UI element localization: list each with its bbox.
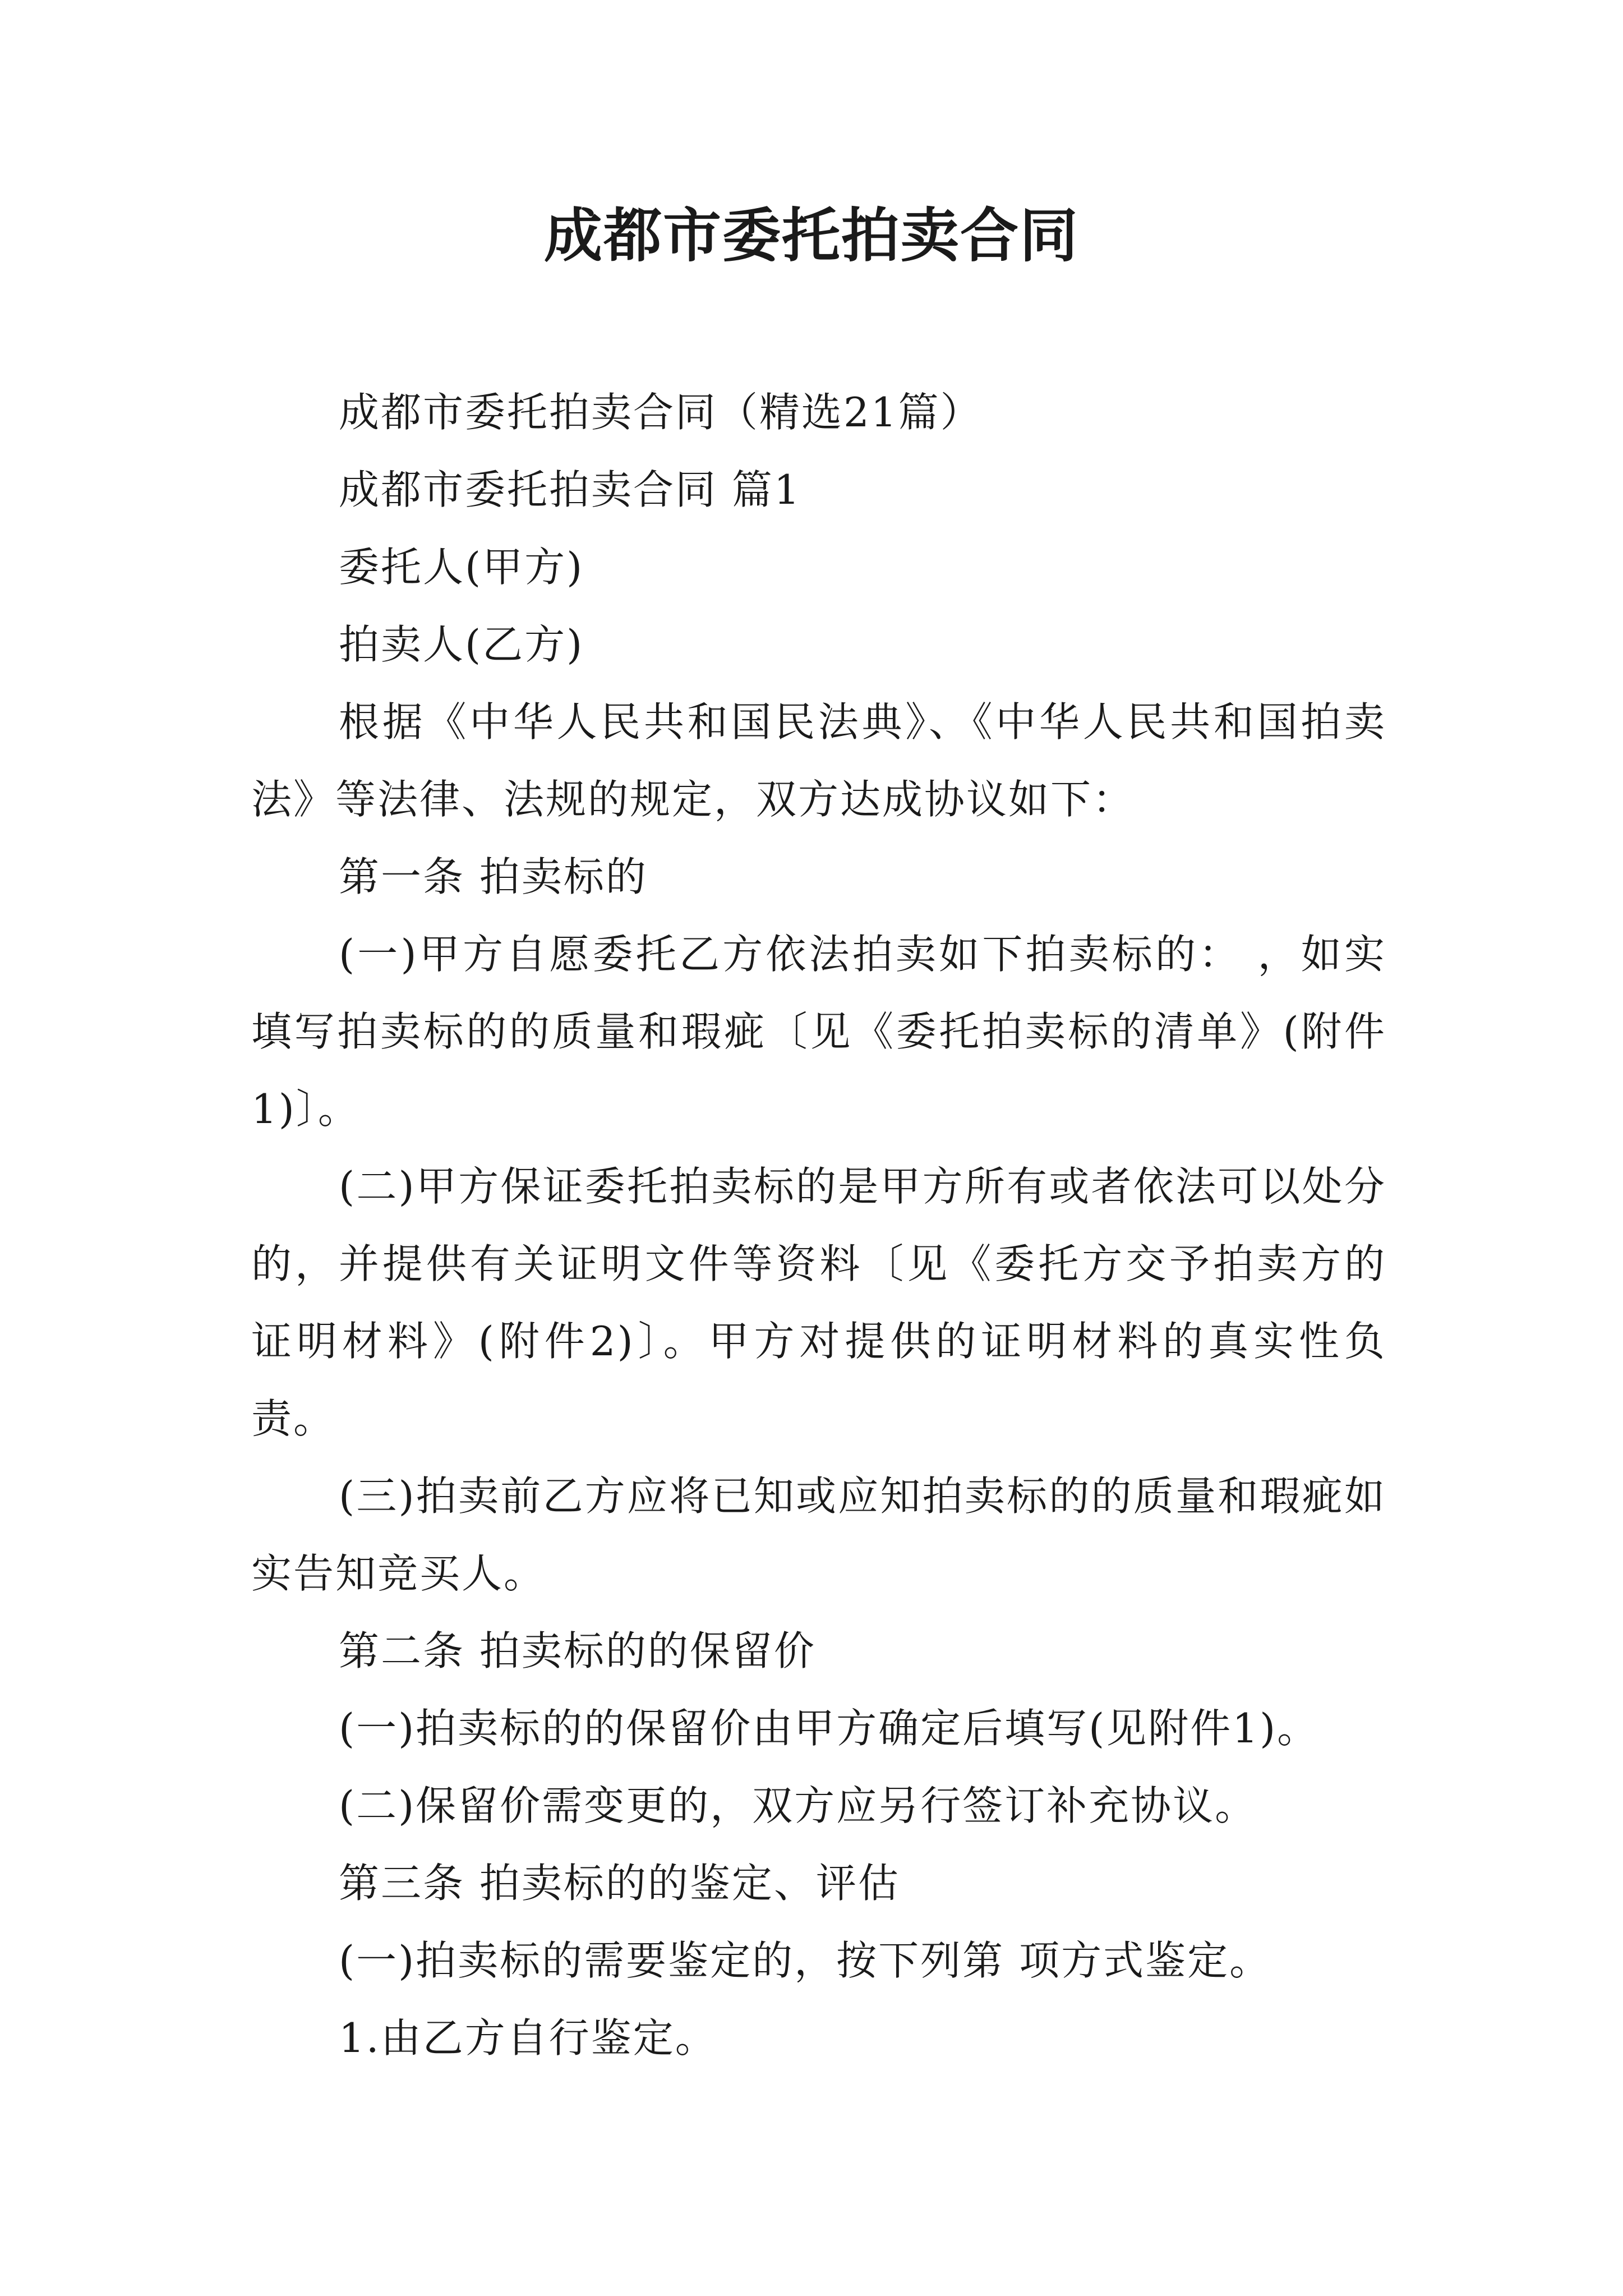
paragraph-party-a: 委托人(甲方)	[339, 544, 584, 591]
paragraph-clause-1-item-3: (三)拍卖前乙方应将已知或应知拍卖标的的质量和瑕疵如实告知竞买人。	[251, 1473, 1386, 1597]
paragraph-clause-2-item-2: (二)保留价需变更的，双方应另行签订补充协议。	[339, 1782, 1257, 1829]
paragraph-clause-3-item-1: (一)拍卖标的需要鉴定的，按下列第 项方式鉴定。	[339, 1937, 1272, 1984]
paragraph-clause-1-item-2: (二)甲方保证委托拍卖标的是甲方所有或者依法可以处分的，并提供有关证明文件等资料〔见《委托方交予拍卖方的证明材料》(附件2)〕。甲方对提供的证明材料的真实性负责。	[251, 1163, 1386, 1442]
paragraph-clause-3-method-1: 1.由乙方自行鉴定。	[339, 2014, 717, 2062]
paragraph-party-b: 拍卖人(乙方)	[339, 621, 584, 668]
document-body	[251, 374, 1386, 2077]
paragraph-article-heading: 成都市委托拍卖合同 篇1	[339, 466, 801, 513]
paragraph-legal-basis: 根据《中华人民共和国民法典》、《中华人民共和国拍卖法》等法律、法规的规定，双方达成协议如下：	[251, 698, 1386, 823]
paragraph-clause-3-heading: 第三条 拍卖标的的鉴定、评估	[339, 1860, 900, 1907]
paragraph-clause-2-heading: 第二条 拍卖标的的保留价	[339, 1627, 816, 1674]
paragraph-clause-2-item-1: (一)拍卖标的的保留价由甲方确定后填写(见附件1)。	[339, 1705, 1320, 1752]
paragraph-clause-1-heading: 第一条 拍卖标的	[339, 853, 648, 900]
paragraph-clause-1-item-1: (一)甲方自愿委托乙方依法拍卖如下拍卖标的： ，如实填写拍卖标的的质量和瑕疵〔见《委托拍卖标的清单》(附件1)〕。	[251, 931, 1386, 1133]
paragraph-collection-title: 成都市委托拍卖合同（精选21篇）	[339, 389, 983, 436]
document-title: 成都市委托拍卖合同	[543, 201, 1079, 270]
